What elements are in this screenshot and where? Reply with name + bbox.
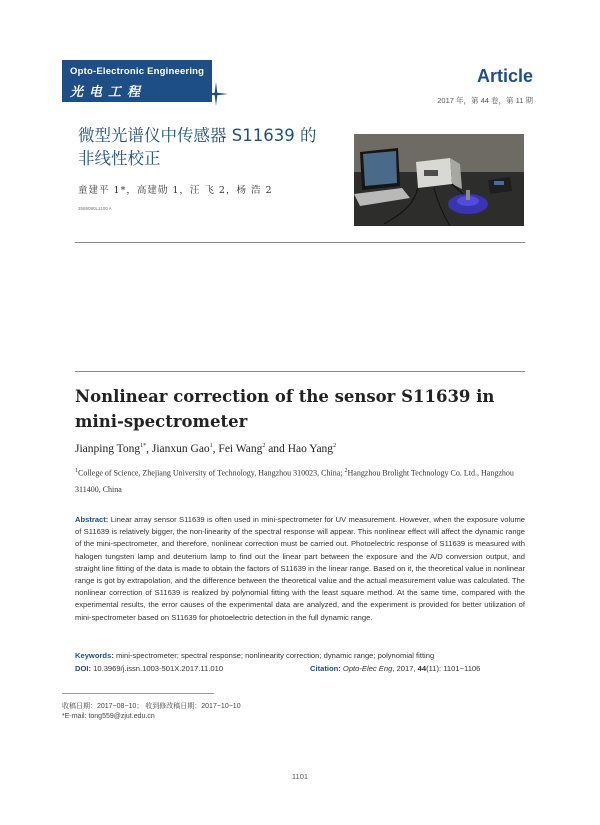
citation-label: Citation: <box>310 664 341 673</box>
footnote-divider <box>62 693 214 694</box>
keywords-text: mini-spectrometer; spectral response; nonlinearity correction; dynamic range; polynomial fitting <box>115 651 435 660</box>
doi-link[interactable]: 10.3969/j.issn.1003-501X.2017.11.010 <box>93 664 224 673</box>
journal-banner <box>62 60 212 102</box>
issue-info: 2017 年，第 44 卷，第 11 期 <box>437 96 533 105</box>
author-1: Jianping Tong$^{1*}$, <box>75 443 152 455</box>
chinese-title-line1: 微型光谱仪中传感器 S11639 的 <box>78 126 317 145</box>
citation: Citation: Opto-Elec Eng, 2017, 44(11): 1101−1106 <box>310 664 481 673</box>
affiliation-1: College of Science, Zhejiang University of Technology, Hangzhou 310023, China; <box>78 468 345 478</box>
article-code: 3569090L1100 A <box>78 206 112 211</box>
keywords <box>75 651 525 660</box>
abstract-label: Abstract: <box>75 515 109 524</box>
english-title-line2: mini-spectrometer <box>75 412 248 431</box>
journal-name-cn: 光电工程 <box>70 85 147 100</box>
page-number: 1101 <box>291 772 309 781</box>
english-title-line1: Nonlinear correction of the sensor S11639 in <box>75 387 495 406</box>
citation-volume: 44 <box>417 664 427 673</box>
received-dates: 收稿日期：2017−08−10； 收到修改稿日期：2017−10−10 <box>62 703 241 710</box>
keywords-label: Keywords: <box>75 651 114 660</box>
citation-pages: (11): 1101−1106 <box>426 664 481 673</box>
chinese-authors: 童建平 1*，高建勋 1，汪 飞 2，杨 浩 2 <box>78 185 273 196</box>
author-2: Jianxun Gao$^1$, <box>151 443 219 455</box>
lab-setup-photo <box>354 134 524 226</box>
affiliations: $^1$College of Science, Zhejiang University of Technology, Hangzhou 310023, China; $^2$Hangzhou Brolight Technology Co. Ltd., Hangzhou 311400, China <box>75 468 514 494</box>
chinese-title-line2: 非线性校正 <box>78 149 161 168</box>
article-type: Article <box>476 66 533 86</box>
english-authors <box>75 443 336 455</box>
sparkle-icon <box>204 82 228 106</box>
citation-journal: Opto-Elec Eng <box>342 664 393 673</box>
author-4: Hao Yang$^2$ <box>287 443 337 455</box>
author-3: Fei Wang$^2$ and <box>218 443 288 455</box>
chinese-title <box>78 124 358 170</box>
section-divider-middle <box>75 371 525 372</box>
section-divider-top <box>75 242 525 243</box>
abstract-text: Linear array sensor S11639 is often used in mini-spectrometer for UV measurement. However, when the exposure volume of S11639 is relatively bigger, the non-linearity of the spectral response will appear. This nonlinear effect will affect the dynamic range of the mini-spectrometer, and therefore, nonlinear correction must be carried out. Photoelectric response of S11639 is measured with halogen tungsten lamp and deuterium lamp to find out the linear part between the exposure and the A/D conversion output, and straight line fitting of the data is made to obtain the factors of S11639 in the linear range. Based on it, the theoretical value in nonlinear range is got by extrapolation, and the difference between the theoretical value and the actual measurement value was calculated. The nonlinear correction of S11639 is realized by polynomial fitting with the least square method. At the same time, compared with the experimental results, the error causes of the experimental data are analyzed, and the experiment is provided for better utilization of mini-spectrometer based on S11639 for photoelectric detection in the full dynamic range. <box>75 515 525 622</box>
author-email[interactable]: *E-mail: tong559@zjut.edu.cn <box>62 713 155 720</box>
english-title <box>75 384 535 434</box>
abstract <box>75 514 525 624</box>
journal-name-en: Opto-Electronic Engineering <box>70 66 205 77</box>
doi-citation-line <box>75 664 525 673</box>
doi-label: DOI: <box>75 664 92 673</box>
affiliation-2: Hangzhou Brolight Technology Co. Ltd., Hangzhou 311400, China <box>75 468 514 494</box>
